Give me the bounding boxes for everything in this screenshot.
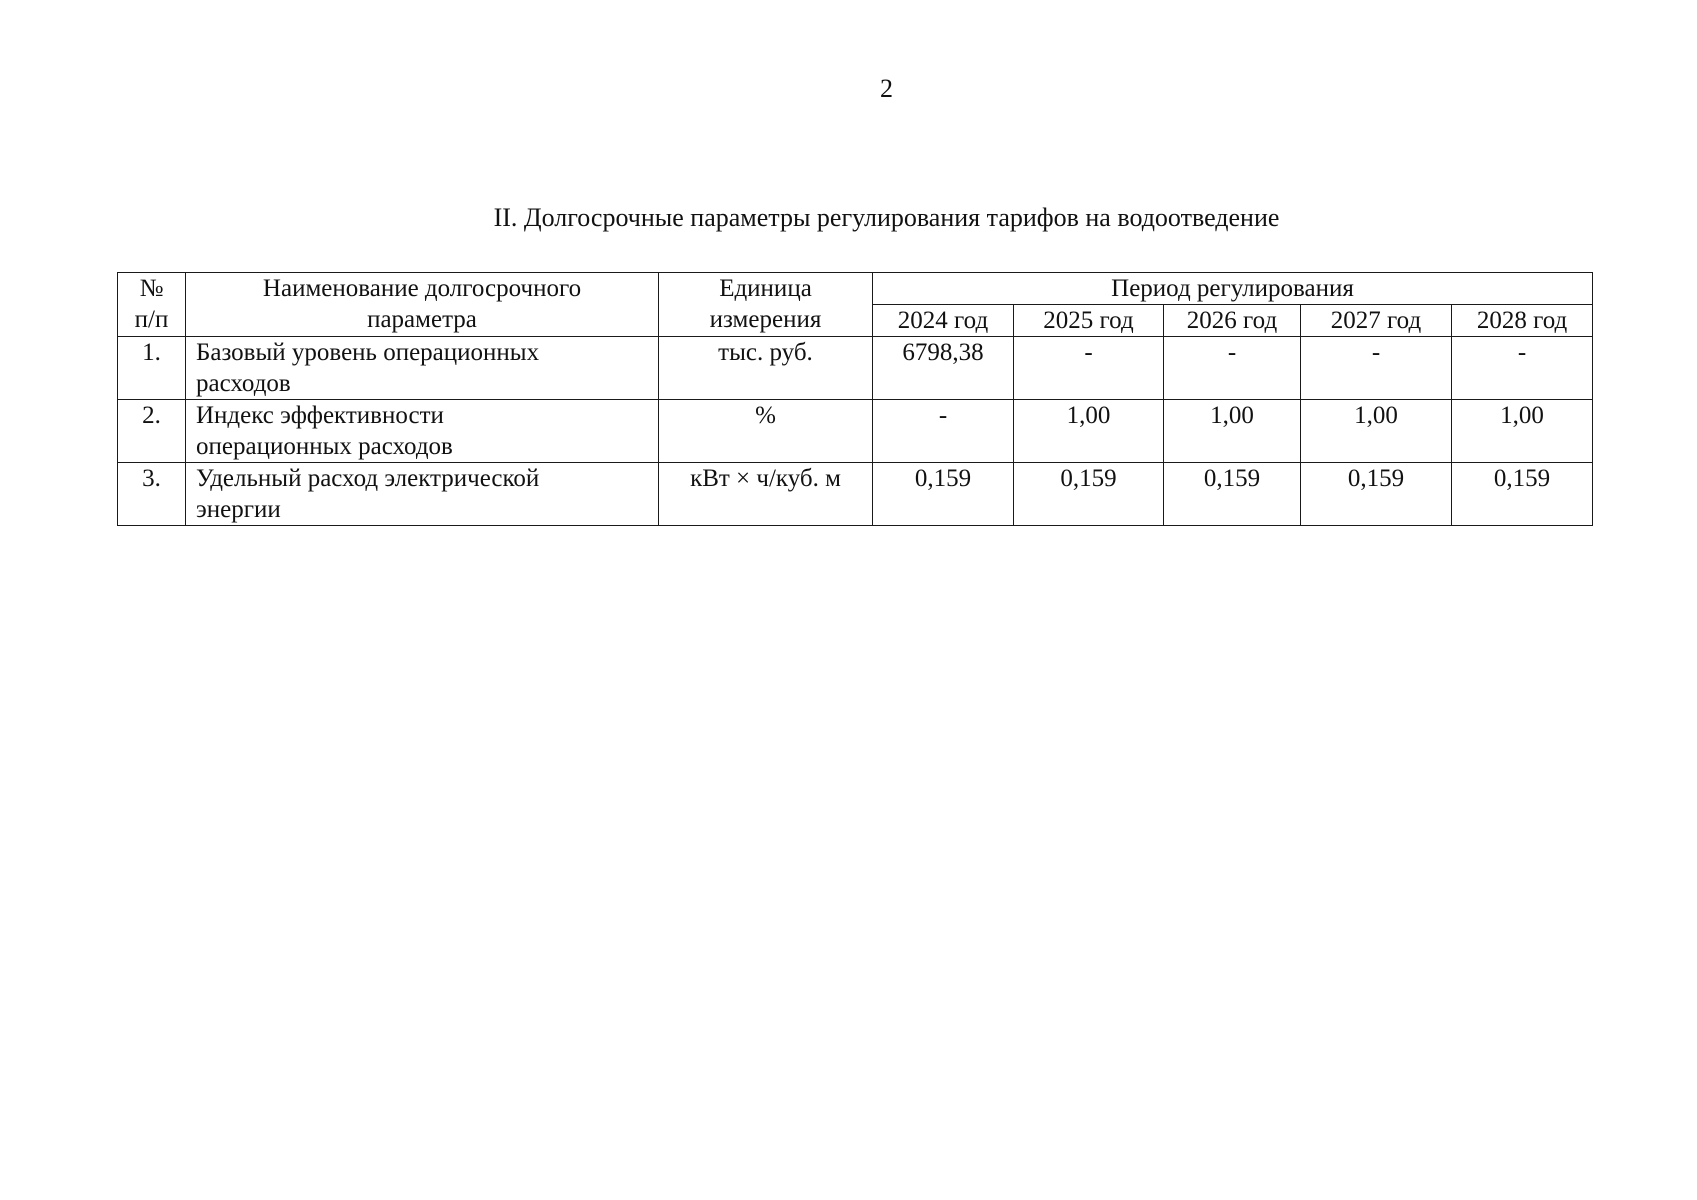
- row-value-2025: 1,00: [1014, 400, 1164, 463]
- row-name-line1: Базовый уровень операционных: [196, 339, 540, 366]
- header-num: [118, 273, 186, 337]
- row-name-line1: Индекс эффективности: [196, 402, 444, 429]
- row-unit: %: [659, 400, 873, 463]
- row-value-2025: -: [1014, 337, 1164, 400]
- row-num: 3.: [118, 463, 186, 526]
- table-header: [118, 273, 1593, 337]
- row-value-2028: -: [1452, 337, 1593, 400]
- header-name: [186, 273, 659, 337]
- row-value-2024: -: [873, 400, 1014, 463]
- header-name-line2: параметра: [367, 306, 477, 333]
- row-name: [186, 400, 659, 463]
- row-num: 2.: [118, 400, 186, 463]
- row-num: 1.: [118, 337, 186, 400]
- row-unit: тыс. руб.: [659, 337, 873, 400]
- table-row: [118, 463, 1593, 526]
- page-number: 2: [880, 74, 893, 103]
- row-name-line1: Удельный расход электрической: [196, 465, 540, 492]
- row-value-2026: -: [1164, 337, 1301, 400]
- section-title: II. Долгосрочные параметры регулирования тарифов на водоотведение: [493, 203, 1280, 232]
- row-name: [186, 337, 659, 400]
- row-value-2024: 6798,38: [873, 337, 1014, 400]
- header-year-2026: 2026 год: [1164, 305, 1301, 337]
- row-value-2024: 0,159: [873, 463, 1014, 526]
- row-value-2027: -: [1301, 337, 1452, 400]
- row-unit: кВт × ч/куб. м: [659, 463, 873, 526]
- table-row: [118, 337, 1593, 400]
- row-name-line2: расходов: [196, 370, 291, 397]
- header-year-2025: 2025 год: [1014, 305, 1164, 337]
- row-name-line2: операционных расходов: [196, 433, 453, 460]
- header-row-1: [118, 273, 1593, 305]
- table-body: [118, 337, 1593, 526]
- header-name-line1: Наименование долгосрочного: [262, 275, 582, 302]
- header-unit-line1: Единица: [719, 275, 812, 302]
- table-row: [118, 400, 1593, 463]
- header-year-2024: 2024 год: [873, 305, 1014, 337]
- header-year-2027: 2027 год: [1301, 305, 1452, 337]
- header-num-line2: п/п: [134, 306, 169, 333]
- row-value-2025: 0,159: [1014, 463, 1164, 526]
- header-unit: [659, 273, 873, 337]
- header-year-2028: 2028 год: [1452, 305, 1593, 337]
- header-num-line1: №: [139, 275, 164, 302]
- row-name-line2: энергии: [196, 496, 281, 523]
- row-value-2028: 1,00: [1452, 400, 1593, 463]
- row-name: [186, 463, 659, 526]
- row-value-2026: 0,159: [1164, 463, 1301, 526]
- row-value-2027: 1,00: [1301, 400, 1452, 463]
- row-value-2027: 0,159: [1301, 463, 1452, 526]
- header-unit-line2: измерения: [709, 306, 822, 333]
- row-value-2026: 1,00: [1164, 400, 1301, 463]
- header-period: Период регулирования: [873, 273, 1593, 305]
- row-value-2028: 0,159: [1452, 463, 1593, 526]
- parameters-table: [117, 272, 1593, 526]
